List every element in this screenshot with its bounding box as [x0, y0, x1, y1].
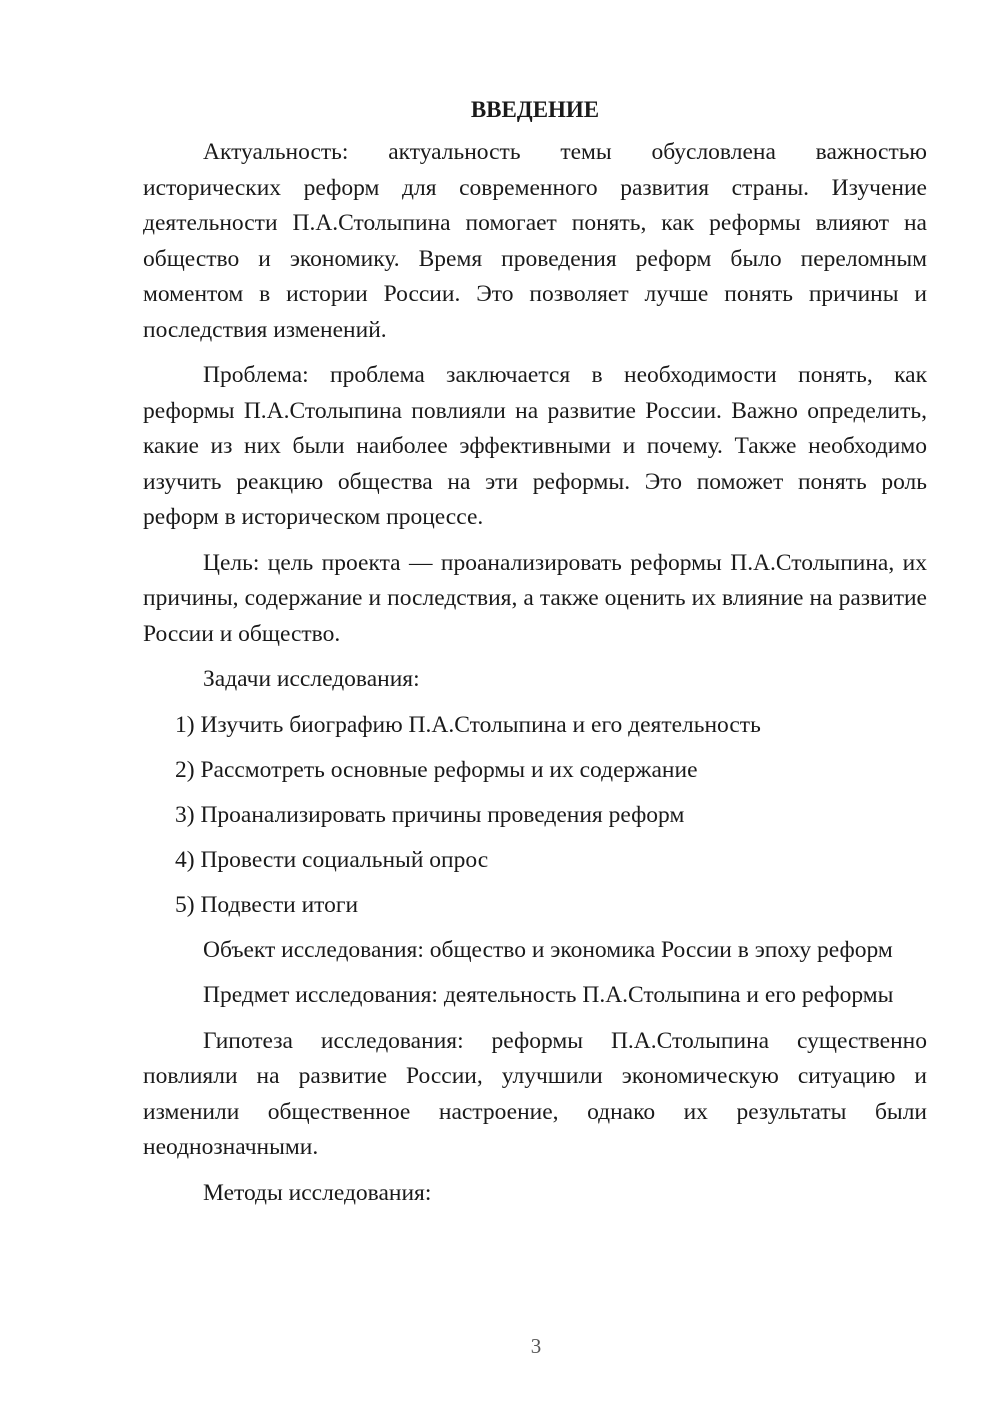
list-item: 3) Проанализировать причины проведения реформ [175, 801, 685, 828]
paragraph-hypothesis: Гипотеза исследования: реформы П.А.Столыпина существенно повлияли на развитие России, улучшили экономическую ситуацию и изменили общественное настроение, однако их результаты были неоднозначными. [143, 1027, 927, 1160]
section-title: ВВЕДЕНИЕ [470, 97, 600, 122]
paragraph-relevance: Актуальность: актуальность темы обусловлена важностью исторических реформ для современного развития страны. Изучение деятельности П.А.Столыпина помогает понять, как реформы влияют на общество и экономику. Время проведения реформ было переломным моментом в истории России. Это позволяет лучше понять причины и последствия изменений. [143, 139, 927, 343]
paragraph-object: Объект исследования: общество и экономика России в эпоху реформ [203, 936, 893, 963]
tasks-heading: Задачи исследования: [203, 666, 420, 692]
list-item: 4) Провести социальный опрос [175, 846, 489, 873]
page-number: 3 [530, 1334, 542, 1358]
tasks-list [143, 708, 927, 924]
list-item: 2) Рассмотреть основные реформы и их содержание [175, 756, 698, 783]
paragraph-problem: Проблема: проблема заключается в необходимости понять, как реформы П.А.Столыпина повлияли на развитие России. Важно определить, какие из них были наиболее эффективными и почему. Также необходимо изучить реакцию общества на эти реформы. Это поможет понять роль реформ в историческом процессе. [143, 362, 927, 530]
paragraph-goal: Цель: цель проекта — проанализировать реформы П.А.Столыпина, их причины, содержание и последствия, а также оценить их влияние на развитие России и общество. [143, 549, 927, 647]
paragraph-subject: Предмет исследования: деятельность П.А.Столыпина и его реформы [203, 982, 894, 1008]
list-item: 1) Изучить биографию П.А.Столыпина и его деятельность [175, 711, 761, 738]
methods-heading: Методы исследования: [203, 1179, 432, 1206]
page-content [143, 94, 927, 1221]
list-item: 5) Подвести итоги [175, 891, 359, 918]
